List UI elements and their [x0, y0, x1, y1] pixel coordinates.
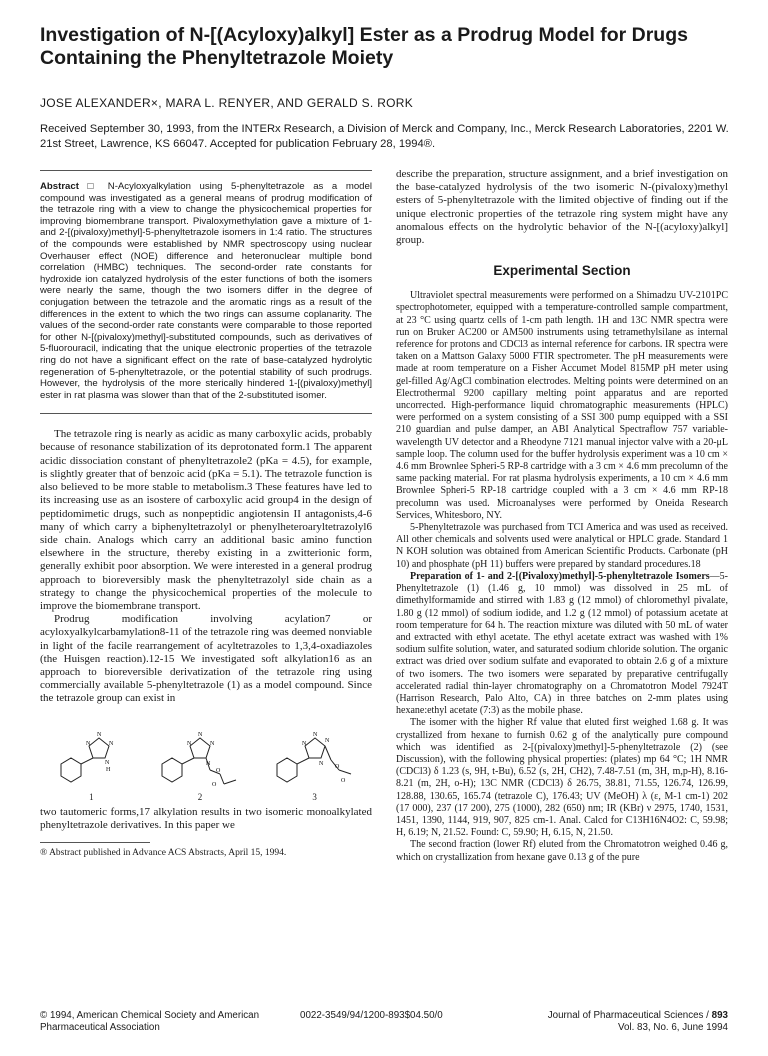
structure-3-drawing: [269, 724, 361, 788]
structure-number: 2: [197, 791, 203, 802]
intro-paragraph-3: two tautomeric forms,17 alkylation results in two isomeric monoalkylated phenyltetrazole derivatives. In this paper we: [40, 805, 372, 831]
atom-label: O: [215, 767, 221, 774]
structure-3: [269, 724, 361, 802]
section-heading: Experimental Section: [493, 263, 631, 279]
atom-label: N: [97, 731, 102, 738]
experimental-paragraph-4: The isomer with the higher Rf value that eluted first weighed 1.68 g. It was crystallized from hexane to furnish 0.62 g of the analytically pure compound which was identified as 2-[(pivaloxy)methyl]-5-phenyltetrazole (2) (see Discussion), with the following physical properties: (plates) mp 64 °C; 1H NMR (CDCl3) δ 1.23 (s, 9H, t-Bu), 6.52 (s, 2H, CH2), 7.48-7.51 (m, 3H, m,p-H), 8.16-8.21 (m, 2H, o-H); 13C NMR (CDCl3) δ 26.75, 38.81, 71.55, 126.74, 126.99, 128.88, 130.65, 165.74 (tetrazole C), 176.43; UV (MeOH) λ (ε, M-1 cm-1) 202 (17 000), 237 (17 200), 275 (1000), 282 (650) nm; IR (KBr) ν 2975, 1740, 1531, 1451, 1390, 1144, 919, 907, 825 cm-1. Anal. Calcd for C13H16N4O2: C, 59.98; H, 6.19; N, 21.52. Found: C, 59.90; H, 6.15, N, 21.50.: [396, 717, 728, 839]
structure-1: [51, 724, 131, 802]
author-line: JOSE ALEXANDER×, MARA L. RENYER, AND GERALD S. RORK: [40, 96, 414, 110]
atom-label: O: [340, 777, 345, 784]
structure-1-drawing: [51, 724, 131, 788]
experimental-paragraph-3: [396, 571, 728, 717]
journal-volume: Vol. 83, No. 6, June 1994: [617, 1022, 728, 1033]
chemical-structures: [40, 712, 372, 802]
right-column: [396, 168, 728, 864]
atom-label: N: [205, 760, 211, 767]
article-title: Investigation of N-[(Acyloxy)alkyl] Ester as a Prodrug Model for Drugs Containing the Phenyltetrazole Moiety: [40, 24, 688, 69]
abstract: [40, 171, 372, 413]
intro-paragraph-2: Prodrug modification involving acylation7 or acyloxyalkylcarbamylation8-11 of the tetrazole ring was deemed nonviable in light of the facile rearrangement of acyltetrazoles to 1,3,4-oxadiazoles (the Huisgen reaction).12-15 We investigated soft alkylation16 as an approach to bioreversible derivatization of the tetrazole ring using commercially available 5-phenyltetrazole (1) as a model compound. Since the tetrazole group can exist in: [40, 613, 372, 705]
atom-label: N: [318, 760, 323, 767]
experimental-paragraph-5: The second fraction (lower Rf) eluted from the Chromatotron weighed 0.46 g, which on crystallization from hexane gave 0.13 g of the pure: [396, 839, 728, 863]
structure-2-drawing: [154, 724, 246, 788]
footnote: ® Abstract published in Advance ACS Abstracts, April 15, 1994.: [40, 847, 287, 858]
atom-label: N: [197, 731, 203, 738]
structure-number: 3: [312, 791, 317, 802]
abstract-text: N-Acyloxyalkylation using 5-phenyltetrazole as a model compound was investigated as a general means of prodrug modification of the tetrazole ring with a view to change the physicochemical properties for improving biomembrane transport. Pivaloxymethylation gave a mixture of 1- and 2-[(pivaloxy)methyl]-5-phenyltetrazole isomers in 1:4 ratio. The structures of the compounds were established by NMR spectroscopy using nuclear Overhauser effect (NOE) difference and heteronuclear multiple bond correlation (HMBC) techniques. The second-order rate constants for hydroxide ion catalyzed hydrolysis of the ester functions of both the isomers were nearly the same, though the two isomers differ in the degree of conjugation between the tetrazole and the aromatic rings as a result of the differences in the extent to which the two rings can assume coplanarity. The values of the second-order rate constants were comparable to those reported for other N-[(pivaloxy)methyl]-substituted compounds, such as derivatives of 5-fluorouracil, indicating that the unique electronic properties of the tetrazole ring do not have a significant effect on the rate of base-catalyzed hydrolytic regeneration of 5-phenyltetrazole, or the potential stability of such prodrugs. However, the hydrolysis of the more sterically hindered 1-[(pivaloxy)methyl] ester in rat plasma was slower than that of the 2-substituted isomer.: [40, 181, 372, 401]
copyright-notice: © 1994, American Chemical Society and American Pharmaceutical Association: [40, 1010, 260, 1033]
intro-continued-paragraph: describe the preparation, structure assignment, and a brief investigation on the base-catalyzed hydrolysis of the two isomeric N-(pivaloxy)methyl esters of 5-phenyltetrazole with the limited objective of finding out if the unique electronic properties of the tetrazole ring system might have any anomalous effects on the hydrolytic behavior of the N-[(acyloxy)alkyl] group.: [396, 168, 728, 247]
atom-label: N: [186, 740, 192, 747]
atom-label: N: [301, 740, 306, 747]
journal-footer: [528, 1010, 728, 1034]
structure-2: [154, 724, 246, 802]
intro-paragraph-1: The tetrazole ring is nearly as acidic as many carboxylic acids, probably because of resonance stabilization of its deprotonated form.1 The apparent acidic dissociation constant of phenyltetrazole2 (pKa = 4.5), for example, is slightly greater that of benzoic acid (pKa = 5.1). The tetrazole function is also believed to be more stable to metabolism.3 These features have led to its increasing use as an isostere of carboxylic acid group4 in the design of peptidomimetic drugs, such as nonpeptidic angiotensin II antagonists,4-6 many of which carry a biphenyltetrazolyl or phenylheteroaryltetrazolyl6 side chain. Analogs which carry an additional basic amino function elsewhere in the structure, thereby existing in a zwitterionic form, generally exhibit poor absorption. We were interested in a general prodrug approach to bioreversibly mask the phenyltetrazolyl side chain as a strategy to change the physicochemical properties of the molecule to improve the biomembrane transport.: [40, 428, 372, 612]
journal-name: Journal of Pharmaceutical Sciences /: [547, 1010, 709, 1021]
structure-number: 1: [89, 791, 94, 802]
left-column: [40, 170, 372, 859]
atom-label: O: [334, 763, 339, 770]
atom-label: N: [105, 759, 110, 766]
atom-label: N: [109, 740, 114, 747]
footnote-rule: [40, 842, 150, 843]
atom-label: N: [312, 731, 317, 738]
page-number: 893: [711, 1010, 728, 1021]
received-line: Received September 30, 1993, from the INTERx Research, a Division of Merck and Company, Inc., Merck Research Laboratories, 2201 W. 21st Street, Lawrence, KS 66047. Accepted for publication February 28, 1994®.: [40, 123, 729, 150]
atom-label: N: [86, 740, 91, 747]
abstract-label: Abstract □: [40, 181, 100, 192]
issn-code: 0022-3549/94/1200-893$04.50/0: [300, 1010, 443, 1021]
preparation-heading: Preparation of 1- and 2-[(Pivaloxy)methyl]-5-phenyltetrazole Isomers: [410, 570, 710, 582]
preparation-text: —5-Phenyltetrazole (1) (1.46 g, 10 mmol) was dissolved in 25 mL of dimethylformamide and stirred with 1.83 g (12 mmol) of chloromethyl pivalate, 1.80 g (12 mmol) of sodium iodide, and 1.2 g (12 mmol) of potassium acetate at room temperature for 64 h. The reaction mixture was diluted with 50 mL of water and extracted with ethyl acetate. The ethyl acetate extract was washed with 1% sodium sulfite solution, water, and saturated sodium chloride solution. The organic extract was dried over sodium sulfate and evaporated to obtain 2.6 g of a mixture of two isomers. The two isomers were separated by preparative centrifugally accelerated radial thin-layer chromatography on a Chromatotron Model 7924T (Harrison Research, Palo Alto, CA) in three batches on 2-mm plates using hexane:ethyl acetate (7:3) as the mobile phase.: [396, 570, 728, 717]
atom-label: N: [209, 740, 215, 747]
experimental-paragraph-2: 5-Phenyltetrazole was purchased from TCI America and was used as received. All other chemicals and solvents used were analytical or HPLC grade. Standard 1 N KOH solution was obtained from American Scientific Products. Carbonate (pH 10) and phosphate (pH 11) buffers were prepared by standard procedures.18: [396, 522, 728, 570]
atom-label: O: [211, 781, 217, 788]
atom-label: N: [324, 737, 329, 744]
experimental-paragraph-1: Ultraviolet spectral measurements were performed on a Shimadzu UV-2101PC spectrophotometer, equipped with a temperature-controlled sample compartment, at 23 °C using quartz cells of 1-cm path length. 1H and 13C NMR spectra were run on Bruker AC200 or AM500 instruments using tetramethylsilane as internal reference for protons and CDCl3 as internal reference for carbons. IR spectra were taken on a Mattson Galaxy 5000 FTIR spectrometer. The pH measurements were made at room temperature on a Fisher Accumet Model 815MP pH meter using gel-filled Ag/AgCl combination electrodes. Melting points were determined on an Electrothermal 9200 capillary melting point apparatus and are reported uncorrected. High-performance liquid chromatographic measurements (HPLC) were performed on a system consisting of a SSI 300 pump equipped with a SSI 210 guardian and pulse damper, an ABI Analytical Spectraflow 757 variable-wavelength UV detector and a Rheodyne 7121 manual injector valve with a 20-μL sample loop. The column used for the buffer hydrolysis experiment was a 10 cm × 4.6 mm Brownlee Spheri-5 RP-8 cartridge with a 3 cm × 4.6 mm precolumn of the same packing material. For rat plasma hydrolysis experiments, a 10 cm × 4.6 mm Brownlee Spheri-5 RP-18 cartridge coupled with a 3 cm × 4.6 mm RP-18 precolumn was used. Microanalyses were performed by Oneida Research Services, Whitesboro, NY.: [396, 290, 728, 521]
atom-label: H: [106, 766, 111, 773]
